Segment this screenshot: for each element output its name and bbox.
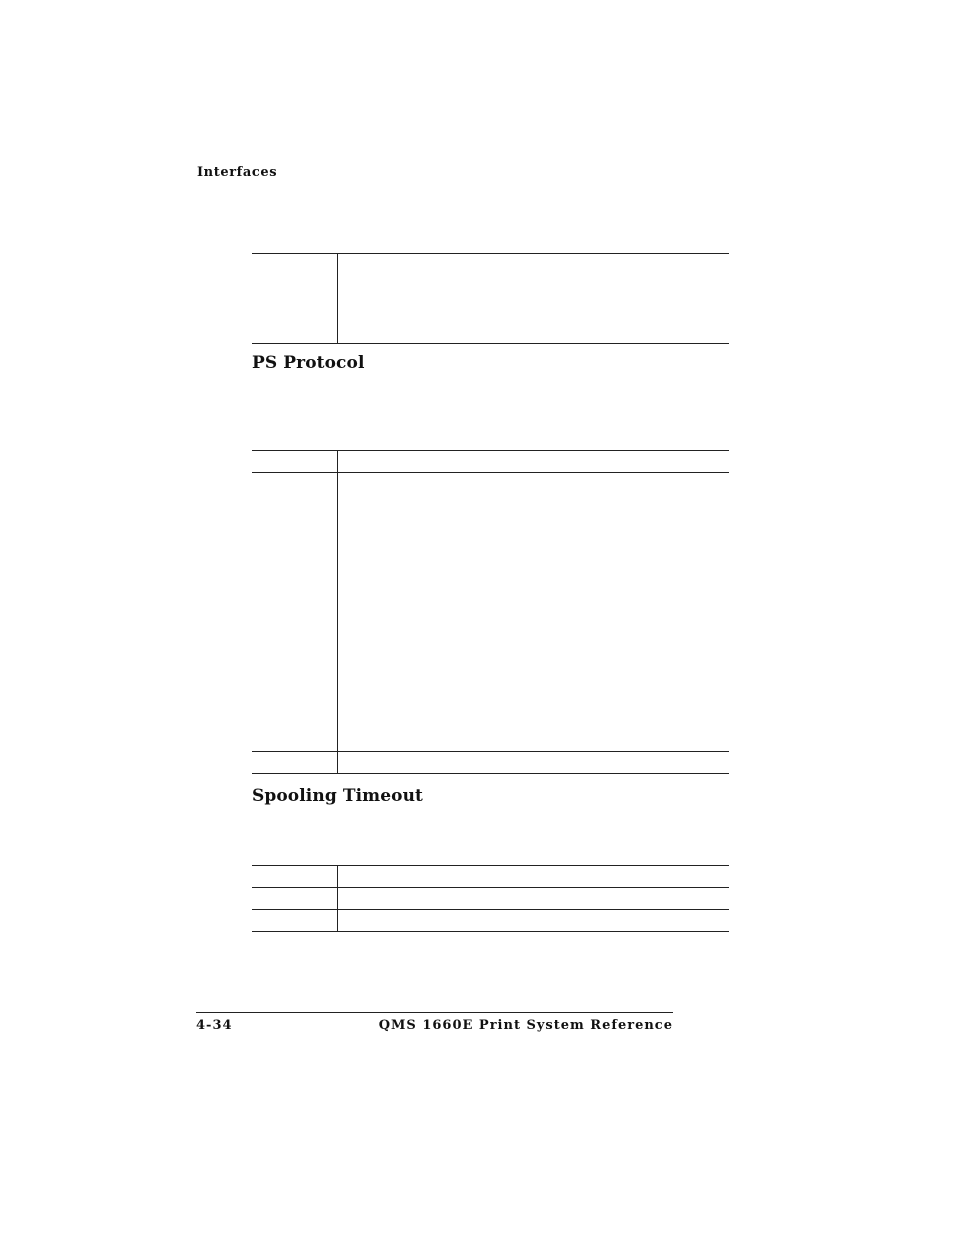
table-3-column-divider [337, 865, 338, 931]
page-number: 4-34 [196, 1018, 233, 1033]
section-heading-ps-protocol: PS Protocol [252, 353, 365, 373]
table-2-column-divider [337, 450, 338, 773]
table-3-bottom-rule [252, 931, 729, 932]
table-1-column-divider [337, 253, 338, 343]
table-3-row-rule-2 [252, 909, 729, 910]
footer-rule [196, 1012, 673, 1013]
table-3-top-rule [252, 865, 729, 866]
table-3-row-rule-1 [252, 887, 729, 888]
table-2-top-rule [252, 450, 729, 451]
table-1-bottom-rule [252, 343, 729, 344]
running-head: Interfaces [197, 165, 278, 180]
table-2-bottom-rule [252, 773, 729, 774]
document-title: QMS 1660E Print System Reference [378, 1018, 673, 1033]
table-2-row-rule-1 [252, 472, 729, 473]
table-2-row-rule-2 [252, 751, 729, 752]
section-heading-spooling-timeout: Spooling Timeout [252, 786, 423, 806]
table-1-top-rule [252, 253, 729, 254]
